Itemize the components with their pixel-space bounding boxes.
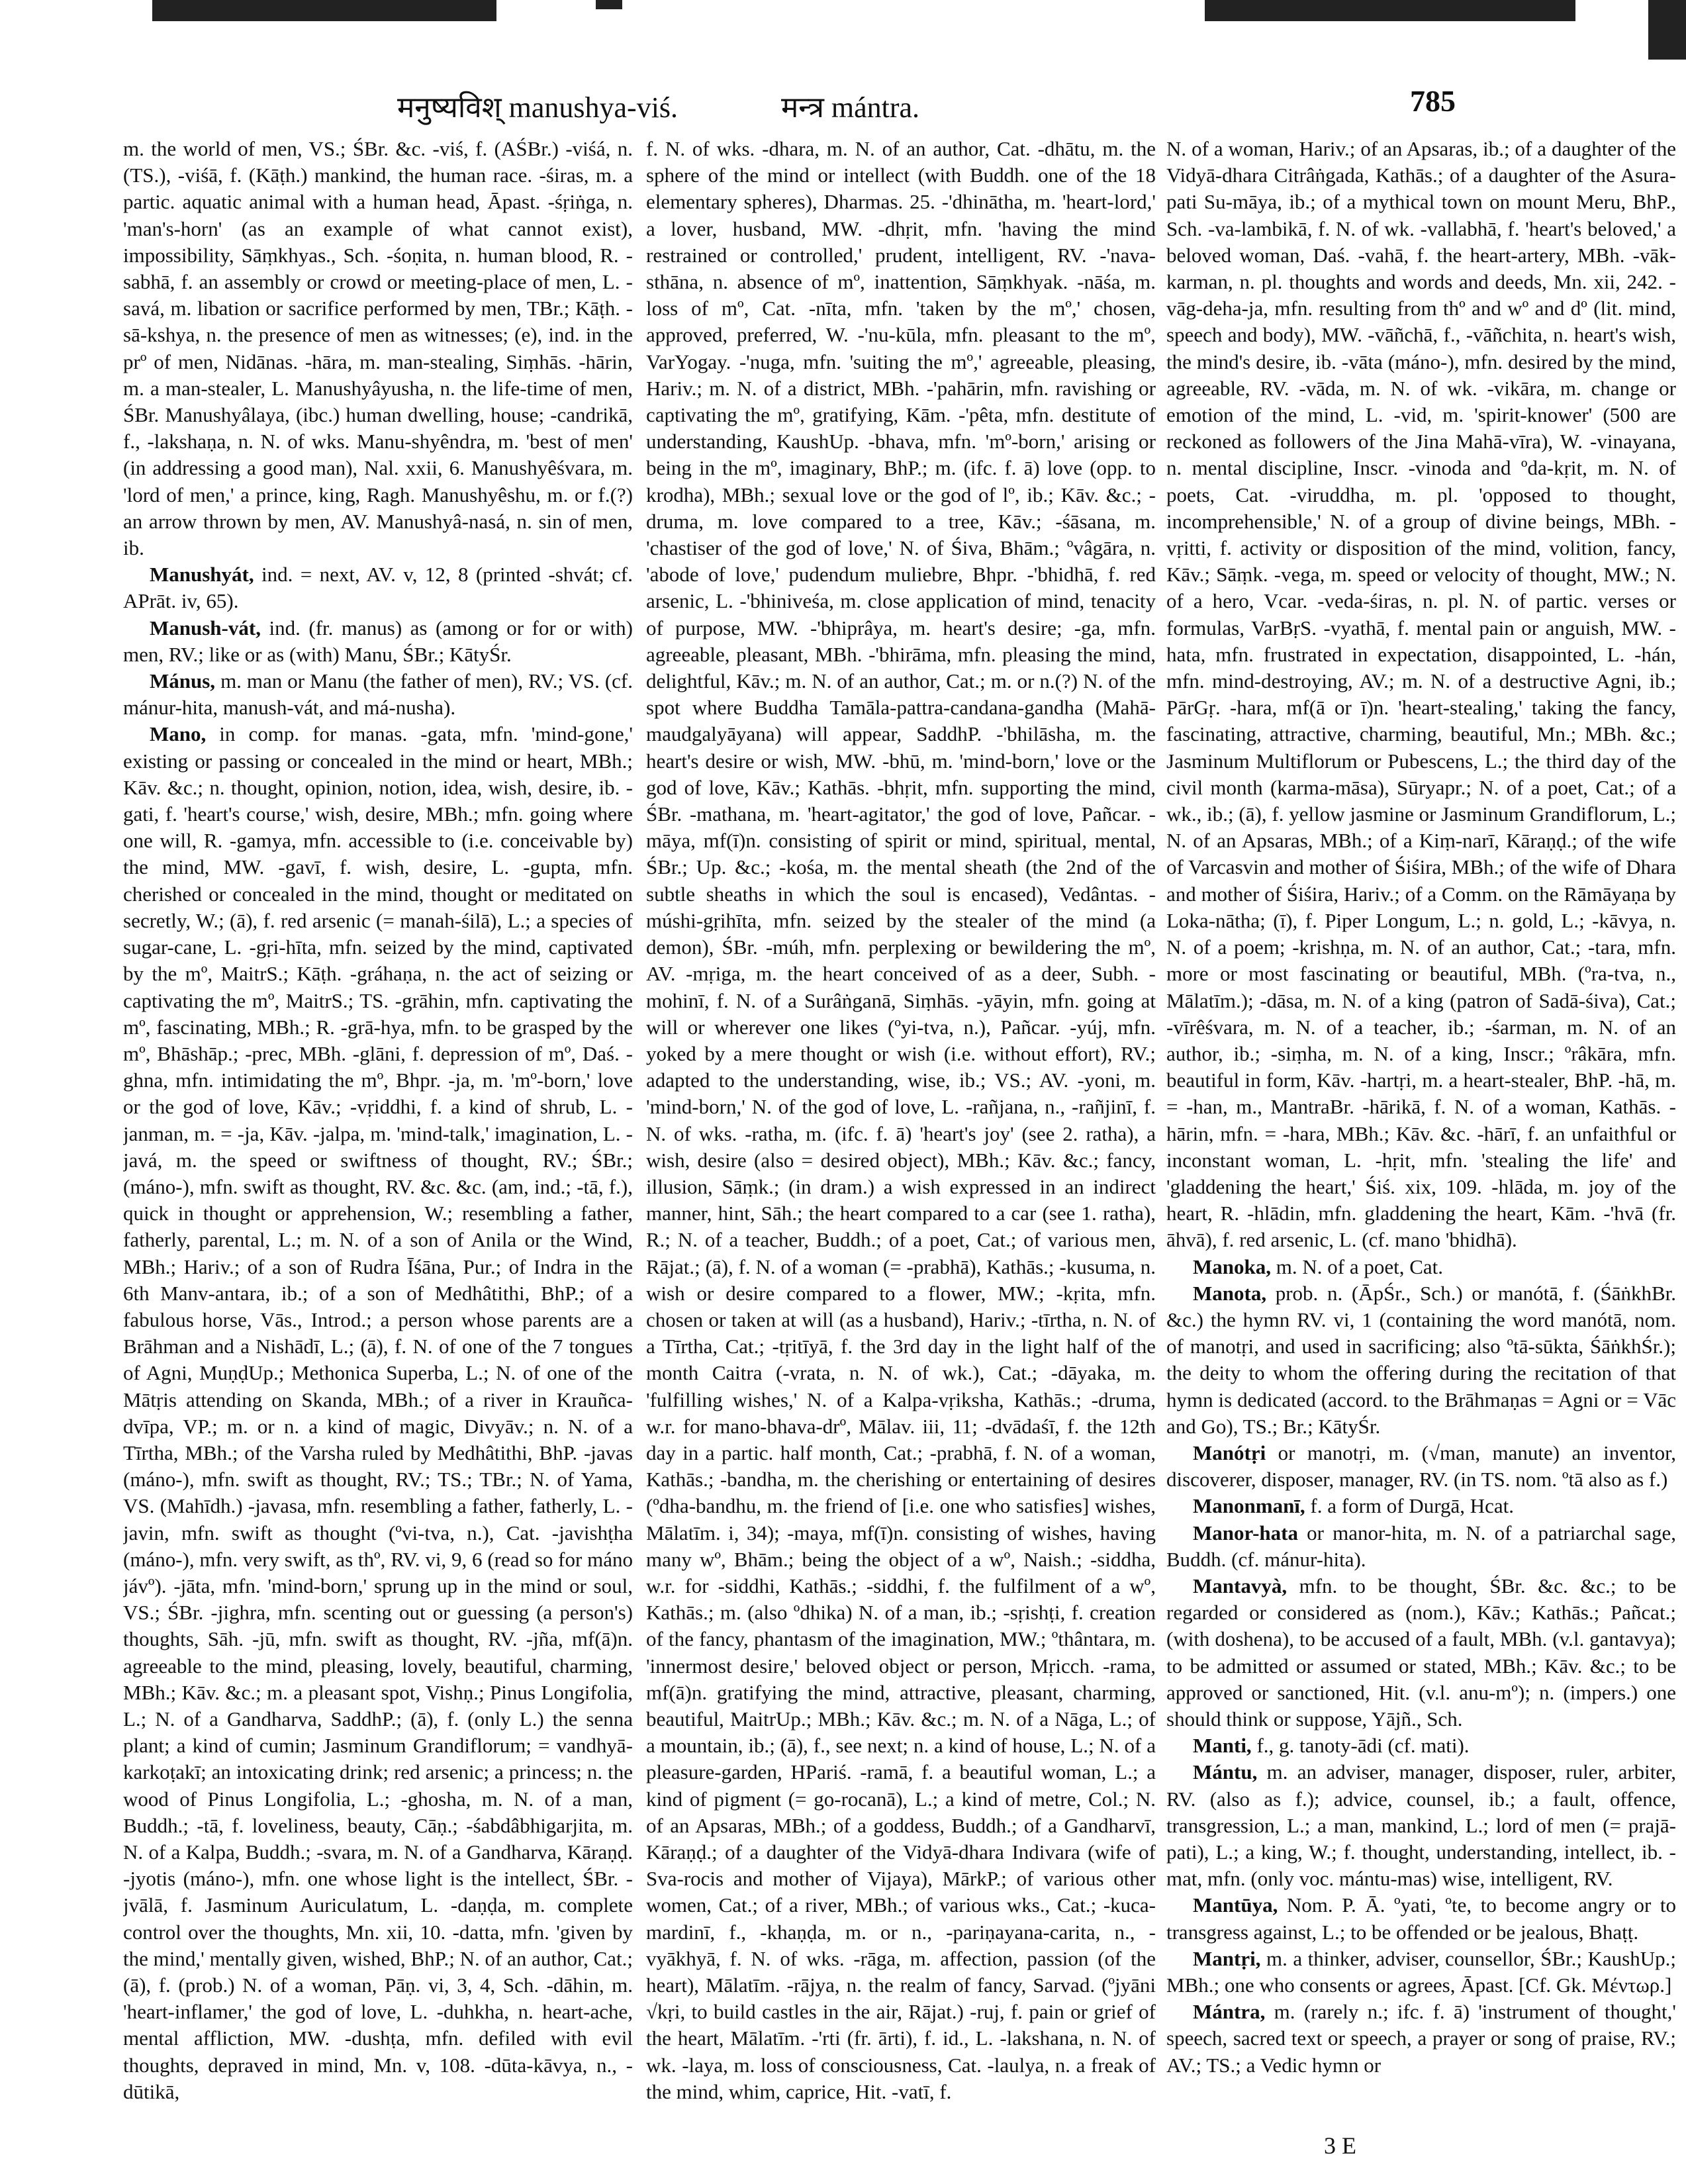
dictionary-entry [646,136,1156,2105]
dictionary-entry [1166,136,1676,1254]
entry-headword: Mantṛi, [1193,1946,1261,1970]
page-number: 785 [1410,84,1456,118]
entry-text: prob. n. (ĀpŚr., Sch.) or manótā, f. (ŚāṅkhBr. &c.) the hymn RV. vi, 1 (containing the word manótā, nom. of manotṛi, and used in sacrificing; also ºtā-sūkta, ŚāṅkhŚr.); the deity to whom the offering during the recitation of that hymn is dedicated (accord. to the Brāhmaṇas = Agni or = Vāc and Go), TS.; Br.; KātyŚr. [1166,1281,1676,1438]
entry-headword: Mano, [150,722,207,746]
entry-headword: Manushyát, [150,563,254,587]
column-3 [1166,136,1676,2135]
column-2 [646,136,1156,2135]
entry-headword: Manonmanī, [1193,1494,1305,1518]
entry-text: m. N. of a poet, Cat. [1276,1255,1444,1278]
dictionary-entry [1166,1280,1676,1440]
entry-text: f., g. tanoty-ādi (cf. mati). [1256,1734,1470,1758]
entry-headword: Mánus, [150,669,216,693]
entry-text: ind. (fr. manus) as (among or for or with) men, RV.; like or as (with) Manu, ŚBr.; KātyŚr. [123,616,633,666]
entry-headword: Manótṛi [1193,1441,1266,1464]
dictionary-entry [1166,1946,1676,1999]
dictionary-entry [1166,1733,1676,1759]
entry-text: N. of a woman, Hariv.; of an Apsaras, ib.; of a daughter of the Vidyā-dhara Citrâṅgada, Kathās.; of a daughter of the Asura-pati Su-māya, ib.; of a mythical town on mount Meru, BhP., Sch. -va-lambikā, f. N. of wk. -vallabhā, f. 'heart's beloved,' a beloved woman, Daś. -vahā, f. the heart-artery, MBh. -vāk-karman, n. pl. thoughts and words and deeds, Mn. xii, 242. -vāg-deha-ja, mfn. resulting from thº and wº and dº (lit. mind, speech and body), MW. -vāñchā, f., -vāñchita, n. heart's wish, the mind's desire, ib. -vāta (máno-), mfn. desired by the mind, agreeable, RV. -vāda, m. N. of wk. -vikāra, m. change or emotion of the mind, L. -vid, m. 'spirit-knower' (500 are reckoned as followers of the Jina Mahā-vīra), W. -vinayana, n. mental discipline, Inscr. -vinoda and ºda-kṛit, m. N. of poets, Cat. -viruddha, m. pl. 'opposed to thought, incomprehensible,' N. of a group of divine beings, MBh. -vṛitti, f. activity or disposition of the mind, volition, fancy, Kāv.; Sāṃk. -vega, m. speed or velocity of thought, MW.; N. of a hero, Vcar. -veda-śiras, n. pl. N. of partic. verses or formulas, VarBṛS. -vyathā, f. mental pain or anguish, MW. -hata, mfn. frustrated in expectation, disappointed, L. -hán, mfn. mind-destroying, AV.; m. N. of a destructive Agni, ib.; PārGṛ. -hara, mf(ā or ī)n. 'heart-stealing,' taking the fancy, fascinating, attractive, charming, beautiful, Mn.; MBh. &c.; Jasminum Multiflorum or Pubescens, L.; the third day of the civil month (karma-māsa), Sūryapr.; N. of a poet, Cat.; of a wk., ib.; (ā), f. yellow jasmine or Jasminum Grandiflorum, L.; N. of an Apsaras, MBh.; of a Kiṃ-narī, Kāraṇḍ.; of the wife of Varcasvin and mother of Śiśira, MBh.; of the wife of Dhara and mother of Śiśira, Hariv.; of a Comm. on the Rāmāyaṇa by Loka-nātha; (ī), f. Piper Longum, L.; n. gold, L.; -kāvya, n. N. of a poem; -krishṇa, m. N. of an author, Cat.; -tara, mfn. more or most fascinating or beautiful, MBh. (ºra-tva, n., Mālatīm.); -dāsa, m. N. of a king (patron of Sadā-śiva), Cat.; -vīrêśvara, m. N. of a teacher, ib.; -śarman, m. N. of an author, ib.; -siṃha, m. N. of a king, Inscr.; ºrâkāra, mfn. beautiful in form, Kāv. -hartṛi, m. a heart-stealer, BhP. -hā, m. = -han, m., MantraBr. -hārikā, f. N. of a woman, Kathās. -hārin, mfn. = -hara, MBh.; Kāv. &c. -hārī, f. an unfaithful or inconstant woman, L. -hṛit, mfn. 'stealing the life' and 'gladdening the heart,' Śiś. xix, 109. -hlāda, m. joy of the heart, R. -hlādin, mfn. gladdening the heart, Kām. -'hvā (fr. āhvā), f. red arsenic, L. (cf. mano 'bhidhā). [1166,137,1676,1252]
entry-headword: Manti, [1193,1734,1252,1758]
entry-text: in comp. for manas. -gata, mfn. 'mind-gone,' existing or passing or concealed in the mind or heart, MBh.; Kāv. &c.; n. thought, opinion, notion, idea, wish, desire, ib. -gati, f. 'heart's course,' wish, desire, MBh.; mfn. going where one will, R. -gamya, mfn. accessible to (i.e. conceivable by) the mind, MW. -gavī, f. wish, desire, L. -gupta, mfn. cherished or concealed in the mind, thought or meditated on secretly, W.; (ā), f. red arsenic (= manah-śilā), L.; a species of sugar-cane, L. -gṛi-hīta, mfn. seized by the mind, captivated by the mº, MaitrS.; Kāṭh. -gráhaṇa, n. the act of seizing or captivating the mº, MaitrS.; TS. -grāhin, mfn. captivating the mº, fascinating, MBh.; R. -grā-hya, mfn. to be grasped by the mº, Bhāshāp.; -prec, MBh. -glāni, f. depression of mº, Daś. -ghna, mfn. intimidating the mº, Bhpr. -ja, m. 'mº-born,' love or the god of love, Kāv.; -vṛiddhi, f. a kind of shrub, L. -janman, m. = -ja, Kāv. -jalpa, m. 'mind-talk,' imagination, L. -javá, m. the speed or swiftness of thought, RV.; ŚBr.; (máno-), mfn. swift as thought, RV. &c. &c. (am, ind.; -tā, f.), quick in thought or apprehension, W.; resembling a father, fatherly, parental, L.; m. N. of a son of Anila or the Wind, MBh.; Hariv.; of a son of Rudra Īśāna, Pur.; of Indra in the 6th Manv-antara, ib.; of a son of Medhâtithi, BhP.; of a fabulous horse, Vās., Introd.; a person whose parents are a Brāhman and a Nishādī, L.; (ā), f. N. of one of the 7 tongues of Agni, MuṇḍUp.; Methonica Superba, L.; N. of one of the Mātṛis attending on Skanda, MBh.; of a river in Krauñca-dvīpa, VP.; m. or n. a kind of magic, Divyāv.; n. N. of a Tīrtha, MBh.; of the Varsha ruled by Medhâtithi, BhP. -javas (máno-), mfn. swift as thought, RV.; TS.; TBr.; N. of Yama, VS. (Mahīdh.) -javasa, mfn. resembling a father, fatherly, L. -javin, mfn. swift as thought (ºvi-tva, n.), Cat. -javishṭha (máno-), mfn. very swift, as thº, RV. vi, 9, 6 (read so for máno jávº). -jāta, mfn. 'mind-born,' sprung up in the mind or soul, VS.; ŚBr. -jighra, mfn. scenting out or guessing (a person's) thoughts, Sāh. -jū, mfn. swift as thought, RV. -jña, mf(ā)n. agreeable to the mind, pleasing, lovely, beautiful, charming, MBh.; Kāv. &c.; m. a pleasant spot, Vishṇ.; Pinus Longifolia, L.; N. of a Gandharva, SaddhP.; (ā), f. (only L.) the senna plant; a kind of cumin; Jasminum Grandiflorum; = vandhyā-karkoṭakī; an intoxicating drink; red arsenic; a princess; n. the wood of Pinus Longifolia, L.; -ghosha, m. N. of a man, Buddh.; -tā, f. loveliness, beauty, Cāṇ.; -śabdâbhigarjita, m. N. of a Kalpa, Buddh.; -svara, m. N. of a Gandharva, Kāraṇḍ. -jyotis (máno-), mfn. one whose light is the intellect, ŚBr. -jvālā, f. Jasminum Auriculatum, L. -daṇḍa, m. complete control over the thoughts, Mn. xii, 10. -datta, mfn. 'given by the mind,' mentally given, wished, BhP.; N. of an author, Cat.; (ā), f. (prob.) N. of a woman, Pāṇ. vi, 3, 4, Sch. -dāhin, m. 'heart-inflamer,' the god of love, L. -duhkha, n. heart-ache, mental affliction, MW. -dushṭa, mfn. defiled with evil thoughts, depraved in mind, Mn. v, 108. -dūta-kāvya, n., -dūtikā, [123,722,633,2103]
header-right-catchword: मन्त्र mántra. [781,91,920,124]
scan-edge-artifact [0,0,1686,26]
dictionary-entry [1166,1892,1676,1945]
dictionary-entry [123,136,633,561]
entry-text: m. man or Manu (the father of men), RV.; VS. (cf. mánur-hita, manush-vát, and má-nusha). [123,669,633,720]
dictionary-entry [123,668,633,721]
dictionary-entry [1166,1759,1676,1892]
column-1 [123,136,633,2135]
dictionary-entry [1166,1440,1676,1493]
dictionary-entry [1166,1493,1676,1519]
entry-headword: Mantavyà, [1193,1574,1288,1597]
entry-headword: Mántra, [1193,2000,1266,2024]
entry-headword: Mántu, [1193,1760,1258,1784]
entry-text: m. a thinker, adviser, counsellor, ŚBr.; KaushUp.; MBh.; one who consents or agrees, Āpast. [Cf. Gk. Μέντωρ.] [1166,1946,1676,1997]
entry-text: or manotṛi, m. (√man, manute) an inventor, discoverer, disposer, manager, RV. (in TS. nom. ºtā also as f.) [1166,1441,1676,1492]
entry-headword: Manor-hata [1193,1521,1298,1544]
header-left-catchword: मनुष्यविश् manushya-viś. [397,91,679,124]
dictionary-entry [1166,1254,1676,1280]
entry-text: m. (rarely n.; ifc. f. ā) 'instrument of thought,' speech, sacred text or speech, a prayer or song of praise, RV.; AV.; TS.; a Vedic hymn or [1166,2000,1676,2077]
entry-text: m. an adviser, manager, disposer, ruler, arbiter, RV. (also as f.); advice, counsel, ib.; a fault, offence, transgression, L.; a man, mankind, L.; lord of men (= prajā-pati), L.; a king, W.; f. thought, understanding, intellect, ib. -mat, mfn. (only voc. mántu-mas) wise, intelligent, RV. [1166,1760,1676,1891]
entry-headword: Manush-vát, [150,616,261,640]
entry-text: f. a form of Durgā, Hcat. [1310,1494,1515,1518]
dictionary-entry [1166,1573,1676,1733]
entry-text: Nom. P. Ā. ºyati, ºte, to become angry or to transgress against, L.; to be offended or be jealous, Bhaṭṭ. [1166,1893,1676,1944]
page-header [0,79,1686,126]
entry-headword: Manota, [1193,1281,1267,1305]
entry-text: mfn. to be thought, ŚBr. &c. &c.; to be regarded or considered as (nom.), Kāv.; Kathās.; Pañcat.; (with doshena), to be accused of a fault, MBh. (v.l. gantavya); to be admitted or assumed or stated, MBh.; Kāv. &c.; to be approved or sanctioned, Hit. (v.l. anu-mº); n. (impers.) one should think or suppose, Yājñ., Sch. [1166,1574,1676,1731]
entry-text: f. N. of wks. -dhara, m. N. of an author, Cat. -dhātu, m. the sphere of the mind or intellect (with Buddh. one of the 18 elementary spheres), Dharmas. 25. -'dhinātha, m. 'heart-lord,' a lover, husband, MW. -dhṛit, mfn. 'having the mind restrained or controlled,' prudent, intelligent, RV. -'nava-sthāna, n. absence of mº, inattention, Sāṃkhyak. -nāśa, m. loss of mº, Cat. -nīta, mfn. 'taken by the mº,' chosen, approved, preferred, W. -'nu-kūla, mfn. pleasant to the mº, VarYogay. -'nuga, mfn. 'suiting the mº,' agreeable, pleasing, Hariv.; m. N. of a district, MBh. -'pahārin, mfn. ravishing or captivating the mº, gratifying, Kām. -'pêta, mfn. destitute of understanding, KaushUp. -bhava, mfn. 'mº-born,' arising or being in the mº, imaginary, BhP.; m. (ifc. f. ā) love (opp. to krodha), MBh.; sexual love or the god of lº, ib.; Kāv. &c.; -druma, m. love compared to a tree, Kāv.; -śāsana, m. 'chastiser of the god of love,' N. of Śiva, Bhām.; ºvâgāra, n. 'abode of love,' pudendum muliebre, Bhpr. -'bhidhā, f. red arsenic, L. -'bhiniveśa, m. close application of mind, tenacity of purpose, MW. -'bhiprâya, m. heart's desire; -ga, mfn. agreeable, pleasant, MBh. -'bhirāma, mfn. pleasing the mind, delightful, Kāv.; m. N. of an author, Cat.; m. or n.(?) N. of the spot where Buddha Tamāla-pattra-candana-gandha (Mahā-maudgalyāyana) will appear, SaddhP. -'bhilāsha, m. the heart's desire or wish, MW. -bhū, m. 'mind-born,' love or the god of love, Kāv.; Kathās. -bhṛit, mfn. supporting the mind, ŚBr. -mathana, m. 'heart-agitator,' the god of love, Pañcar. -māya, mf(ī)n. consisting of spirit or mind, spiritual, mental, ŚBr.; Up. &c.; -kośa, m. the mental sheath (the 2nd of the subtle sheaths in which the soul is encased), Vedântas. -múshi-gṛihīta, mfn. seized by the stealer of the mind (a demon), ŚBr. -múh, mfn. perplexing or bewildering the mº, AV. -mṛiga, m. the heart conceived of as a deer, Subh. -mohinī, f. N. of a Surâṅganā, Siṃhās. -yāyin, mfn. going at will or wherever one likes (ºyi-tva, n.), Pañcar. -yúj, mfn. yoked by a mere thought or wish (i.e. without effort), RV.; adapted to the understanding, wise, ib.; VS.; AV. -yoni, m. 'mind-born,' N. of the god of love, L. -rañjana, n., -rañjinī, f. N. of wks. -ratha, m. (ifc. f. ā) 'heart's joy' (see 2. ratha), a wish, desire (also = desired object), MBh.; Kāv. &c.; fancy, illusion, Sāṃk.; (in dram.) a wish expressed in an indirect manner, hint, Sāh.; the heart compared to a car (see 1. ratha), R.; N. of a teacher, Buddh.; of a poet, Cat.; of various men, Rājat.; (ā), f. N. of a woman (= -prabhā), Kathās.; -kusuma, n. wish or desire compared to a flower, MW.; -kṛita, mfn. chosen or taken at will (as a husband), Hariv.; -tīrtha, n. N. of a Tīrtha, Cat.; -tṛitīyā, f. the 3rd day in the light half of the month Caitra (-vrata, n. N. of wk.), Cat.; -dāyaka, m. 'fulfilling wishes,' N. of a Kalpa-vṛiksha, Kathās.; -druma, w.r. for mano-bhava-drº, Mālav. iii, 11; -dvādaśī, f. the 12th day in a partic. half month, Cat.; -prabhā, f. N. of a woman, Kathās.; -bandha, m. the cherishing or entertaining of desires (ºdha-bandhu, m. the friend of [i.e. one who satisfies] wishes, Mālatīm. i, 34); -maya, mf(ī)n. consisting of wishes, having many wº, Bhām.; being the object of a wº, Naish.; -siddha, w.r. for -siddhi, Kathās.; -siddhi, f. the fulfilment of a wº, Kathās.; m. (also ºdhika) N. of a man, ib.; -sṛishṭi, f. creation of the fancy, phantasm of the imagination, MW.; ºthântara, m. 'innermost desire,' beloved object or person, Mṛicch. -rama, mf(ā)n. gratifying the mind, attractive, pleasant, charming, beautiful, MaitrUp.; MBh.; Kāv. &c.; m. N. of a Nāga, L.; of a mountain, ib.; (ā), f., see next; n. a kind of house, L.; N. of a pleasure-garden, HPariś. -ramā, f. a beautiful woman, L.; a kind of pigment (= go-rocanā), L.; a kind of metre, Col.; N. of an Apsaras, MBh.; of a goddess, Buddh.; of a Gandharvī, Kāraṇḍ.; of a daughter of the Vidyā-dhara Indivara (wife of Sva-rocis and mother of Vijaya), MārkP.; of various other women, Cat.; of a river, MBh.; of various wks., Cat.; -kuca-mardinī, f., -khaṇḍa, m. or n., -pariṇayana-carita, n., -vyākhyā, f. N. of wks. -rāga, m. affection, passion (of the heart), Mālatīm. -rājya, n. the realm of fancy, Sarvad. (ºjyāni √kṛi, to build castles in the air, Rājat.) -ruj, f. pain or grief of the heart, Mālatīm. -'rti (fr. ārti), f. id., L. -lakshana, n. N. of wk. -laya, m. loss of consciousness, Cat. -laulya, n. a freak of the mind, whim, caprice, Hit. -vatī, f. [646,137,1156,2103]
dictionary-entry [123,615,633,668]
signature-mark: 3 E [1324,2132,1356,2159]
entry-text: m. the world of men, VS.; ŚBr. &c. -viś, f. (AŚBr.) -viśá, n. (TS.), -viśā, f. (Kāṭh.) mankind, the human race. -śiras, m. a partic. aquatic animal with a human head, Āpast. -śṛiṅga, n. 'man's-horn' (as an example of what cannot exist), impossibility, Sāṃkhyas., Sch. -śoṇita, n. human blood, R. -sabhā, f. an assembly or crowd or meeting-place of men, L. -savá, m. libation or sacrifice performed by men, TBr.; Kāṭh. -sā-kshya, n. the presence of men as witnesses; (e), ind. in the prº of men, Nidānas. -hāra, m. man-stealing, Siṃhās. -hārin, m. a man-stealer, L. Manushyâyusha, n. the life-time of men, ŚBr. Manushyâlaya, (ibc.) human dwelling, house; -candrikā, f., -lakshaṇa, n. N. of wks. Manu-shyêndra, m. 'best of men' (in addressing a good man), Nal. xxii, 6. Manushyêśvara, m. 'lord of men,' a prince, king, Ragh. Manushyêshu, m. or f.(?) an arrow thrown by men, AV. Manushyâ-nasá, n. sin of men, ib. [123,137,633,560]
entry-text: or manor-hita, m. N. of a patriarchal sage, Buddh. (cf. mánur-hita). [1166,1521,1676,1571]
dictionary-entry [1166,1520,1676,1573]
dictionary-entry [1166,1999,1676,2079]
entry-headword: Mantūya, [1193,1893,1278,1917]
entry-text: ind. = next, AV. v, 12, 8 (printed -shvát; cf. APrāt. iv, 65). [123,563,633,613]
dictionary-entry [123,561,633,614]
dictionary-entry [123,721,633,2105]
entry-headword: Manoka, [1193,1255,1271,1278]
